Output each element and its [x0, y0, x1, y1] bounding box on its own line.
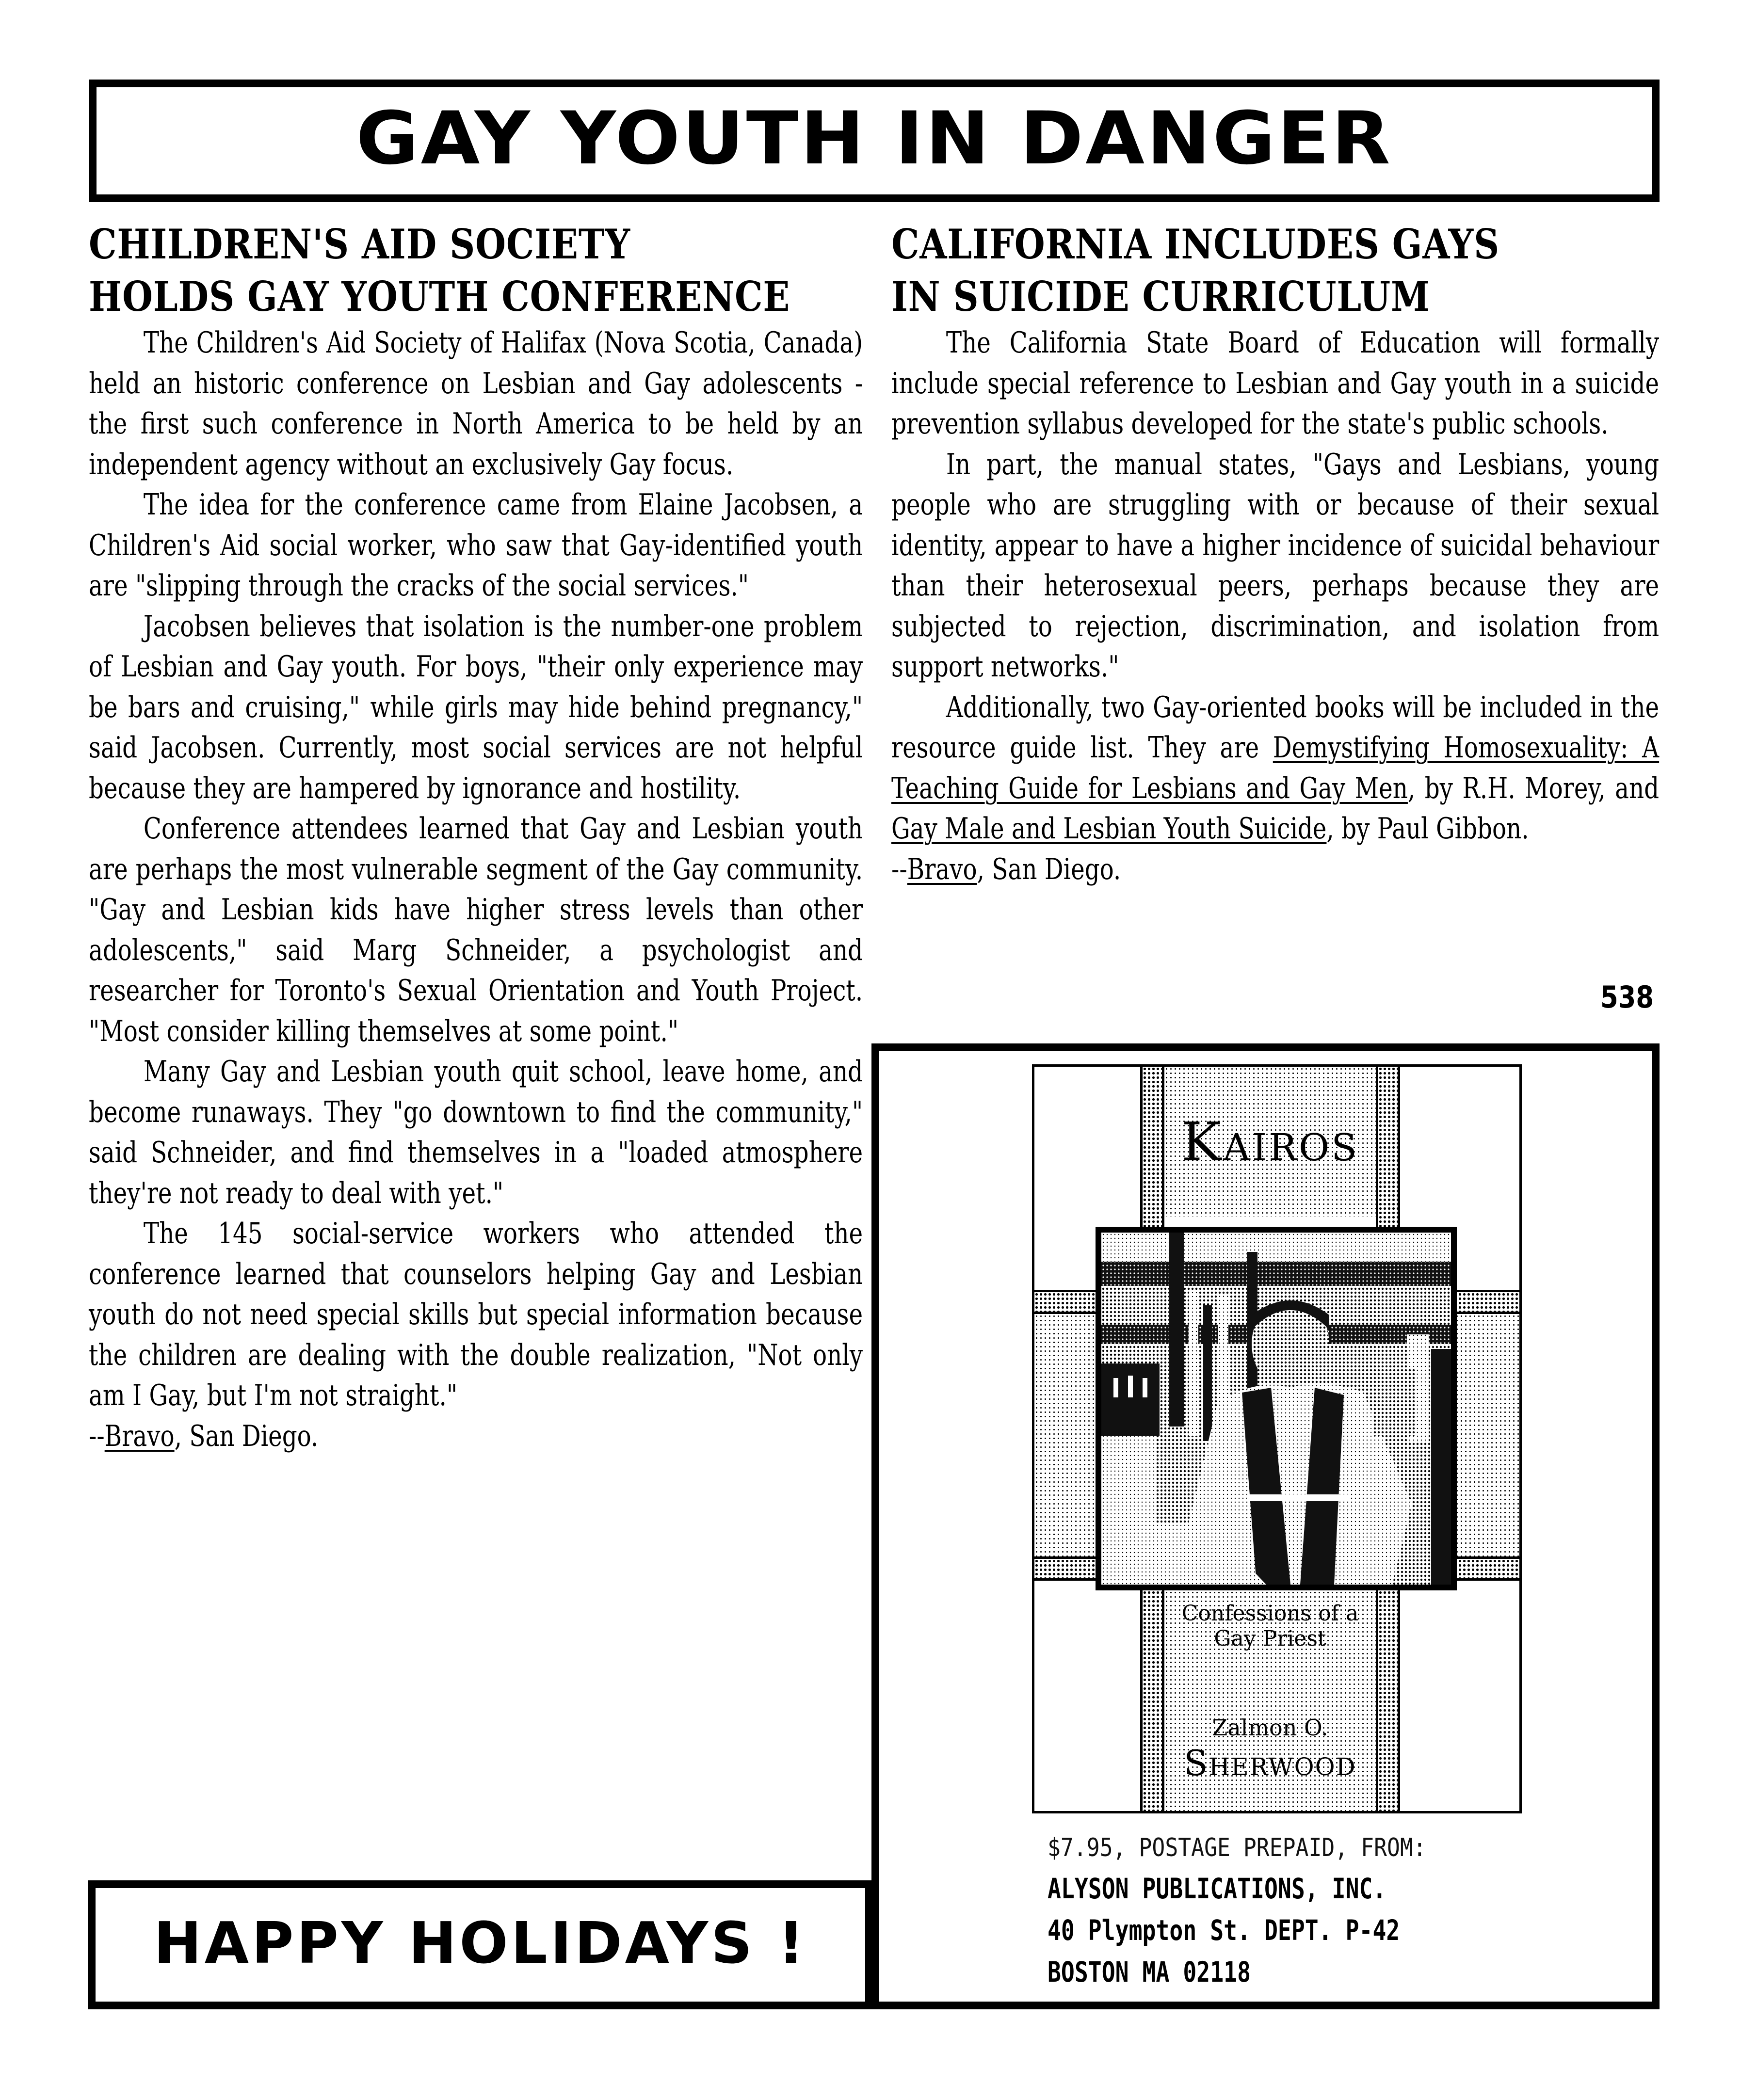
paragraph: The idea for the conference came from Elaine Jacobsen, a Children's Aid social worker, who saw that Gay-identified youth are "slipping through the cracks of the social services." — [89, 488, 863, 603]
article-credit: --Bravo, San Diego. — [89, 1419, 319, 1453]
paragraph: In part, the manual states, "Gays and Lesbians, young people who are struggling with or because of their sexual identity, appear to have a higher incidence of suicidal behaviour than their heterosexual peers, perhaps because they are subjected to rejection, discrimination, and isolation from support networks." — [891, 447, 1660, 684]
article-credit: --Bravo, San Diego. — [891, 852, 1121, 886]
priest-photo-illustration — [1101, 1233, 1451, 1585]
article-headline — [891, 218, 1660, 323]
paragraph-books: Additionally, two Gay-oriented books will be included in the resource guide list. They are Demystifying Homosexuality: A Teaching Guide for Lesbians and Gay Men, by R.H. Morey, and Gay Male and Lesbian Youth Suicide, by Paul Gibbon. — [891, 690, 1660, 846]
cover-subtitle-panel — [1164, 1590, 1376, 1813]
paragraph: Many Gay and Lesbian youth quit school, leave home, and become runaways. They "go downtown to find the community," said Schneider, and find themselves in a "loaded atmosphere they're not ready to deal with yet." — [89, 1055, 863, 1210]
article-childrens-aid — [89, 218, 863, 1457]
article-headline — [89, 218, 863, 323]
order-info — [1048, 1828, 1629, 1993]
headline-line-1: CHILDREN'S AID SOCIETY — [89, 220, 630, 268]
paragraph: Jacobsen believes that isolation is the number-one problem of Lesbian and Gay youth. For boys, "their only experience may be bars and cruising," while girls may hide behind pregnancy," said Jacobsen. Currently, most social services are not helpful because they are hampered by ignorance and hostility. — [89, 609, 863, 805]
banner-title: GAY YOUTH IN DANGER — [356, 96, 1392, 181]
publisher-name: ALYSON PUBLICATIONS, INC. — [1048, 1872, 1386, 1905]
priest-photo — [1096, 1227, 1457, 1590]
book-title-1: Demystifying Homosexuality: A Teaching Guide for Lesbians and Gay Men — [891, 731, 1660, 805]
headline-line-1: CALIFORNIA INCLUDES GAYS — [891, 220, 1500, 268]
headline-line-2: IN SUICIDE CURRICULUM — [891, 273, 1430, 321]
book-cover-image — [1032, 1064, 1522, 1813]
page-number: 538 — [1600, 979, 1654, 1015]
book-title-2: Gay Male and Lesbian Youth Suicide — [891, 812, 1327, 846]
holiday-greeting-box — [88, 1880, 873, 2009]
page-banner — [89, 80, 1660, 202]
headline-line-2: HOLDS GAY YOUTH CONFERENCE — [89, 273, 790, 321]
source-name: Bravo — [907, 852, 977, 886]
cover-title-panel — [1164, 1067, 1376, 1217]
paragraph: The 145 social-service workers who attended the conference learned that counselors helping Gay and Lesbian youth do not need special skills but special information because the children are dealing with the double realization, "Not only am I Gay, but I'm not straight." — [89, 1217, 863, 1412]
price-line: $7.95, POSTAGE PREPAID, FROM: — [1048, 1833, 1426, 1862]
article-california-curriculum — [891, 218, 1660, 890]
article-body — [89, 323, 863, 1457]
article-body — [891, 323, 1660, 890]
paragraph: The Children's Aid Society of Halifax (Nova Scotia, Canada) held an historic conference on Lesbian and Gay adolescents - the first such conference in North America to be held by an independent agency without an exclusively Gay focus. — [89, 326, 863, 481]
source-name: Bravo — [104, 1419, 175, 1453]
publisher-address-line-2: BOSTON MA 02118 — [1048, 1956, 1251, 1988]
cover-subtitle: Confessions of a Gay Priest — [1181, 1601, 1359, 1651]
paragraph: The California State Board of Education will formally include special reference to Lesbian and Gay youth in a suicide prevention syllabus developed for the state's public schools. — [891, 326, 1660, 441]
cover-title: Kairos — [1181, 1111, 1359, 1173]
cover-author-first: Zalmon O. — [1212, 1715, 1328, 1741]
cover-author-last: Sherwood — [1184, 1743, 1356, 1783]
publisher-address-line-1: 40 Plympton St. DEPT. P-42 — [1048, 1914, 1400, 1947]
holiday-greeting: HAPPY HOLIDAYS ! — [153, 1909, 807, 1976]
paragraph: Conference attendees learned that Gay and Lesbian youth are perhaps the most vulnerable segment of the Gay community. "Gay and Lesbian kids have higher stress levels than other adolescents," said Marg Schneider, a psychologist and researcher for Toronto's Sexual Orientation and Youth Project. "Most consider killing themselves at some point." — [89, 812, 863, 1048]
